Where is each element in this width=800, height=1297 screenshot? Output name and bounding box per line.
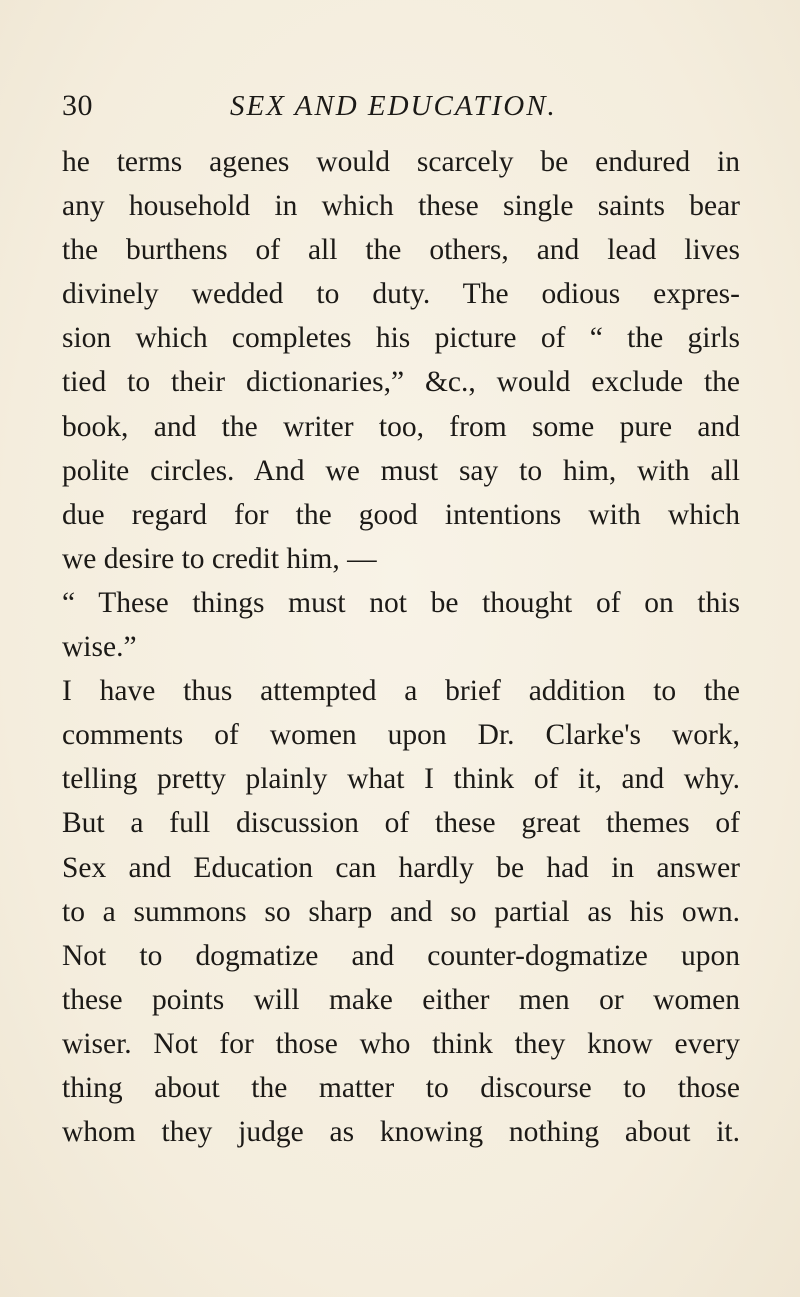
- text-line: sion which completes his picture of “ the girls: [62, 322, 740, 355]
- text-line: wiser. Not for those who think they know every: [62, 1027, 740, 1060]
- text-line: due regard for the good intentions with which: [62, 498, 740, 531]
- text-line: Sex and Education can hardly be had in answer: [62, 851, 740, 884]
- text-line: to a summons so sharp and so partial as his own.: [62, 895, 740, 928]
- text-line: Not to dogmatize and counter-dogmatize upon: [62, 939, 740, 972]
- text-line: whom they judge as knowing nothing about it.: [62, 1116, 740, 1149]
- page-number: 30: [62, 89, 93, 122]
- text-line: book, and the writer too, from some pure and: [62, 410, 740, 443]
- text-line: he terms agenes would scarcely be endured in: [62, 146, 740, 178]
- text-line: But a full discussion of these great themes of: [62, 807, 740, 840]
- text-line: I have thus attempted a brief addition to the: [62, 675, 740, 708]
- running-title: SEX AND EDUCATION.: [230, 90, 557, 122]
- text-line: thing about the matter to discourse to those: [62, 1071, 740, 1104]
- text-line: polite circles. And we must say to him, with all: [62, 454, 740, 487]
- text-line: any household in which these single saints bear: [62, 190, 740, 223]
- text-line: comments of women upon Dr. Clarke's work,: [62, 719, 740, 752]
- body-text: [62, 140, 740, 1154]
- text-line: tied to their dictionaries,” &c., would exclude the: [62, 366, 740, 399]
- running-head: [62, 86, 742, 126]
- text-line: “ These things must not be thought of on this: [62, 586, 740, 619]
- text-line: the burthens of all the others, and lead lives: [62, 234, 740, 267]
- text-line: divinely wedded to duty. The odious expres-: [62, 278, 740, 311]
- text-line: wise.”: [62, 631, 137, 664]
- text-line: these points will make either men or women: [62, 983, 740, 1016]
- text-line: telling pretty plainly what I think of it, and why.: [62, 763, 740, 796]
- text-line: we desire to credit him, —: [62, 542, 377, 575]
